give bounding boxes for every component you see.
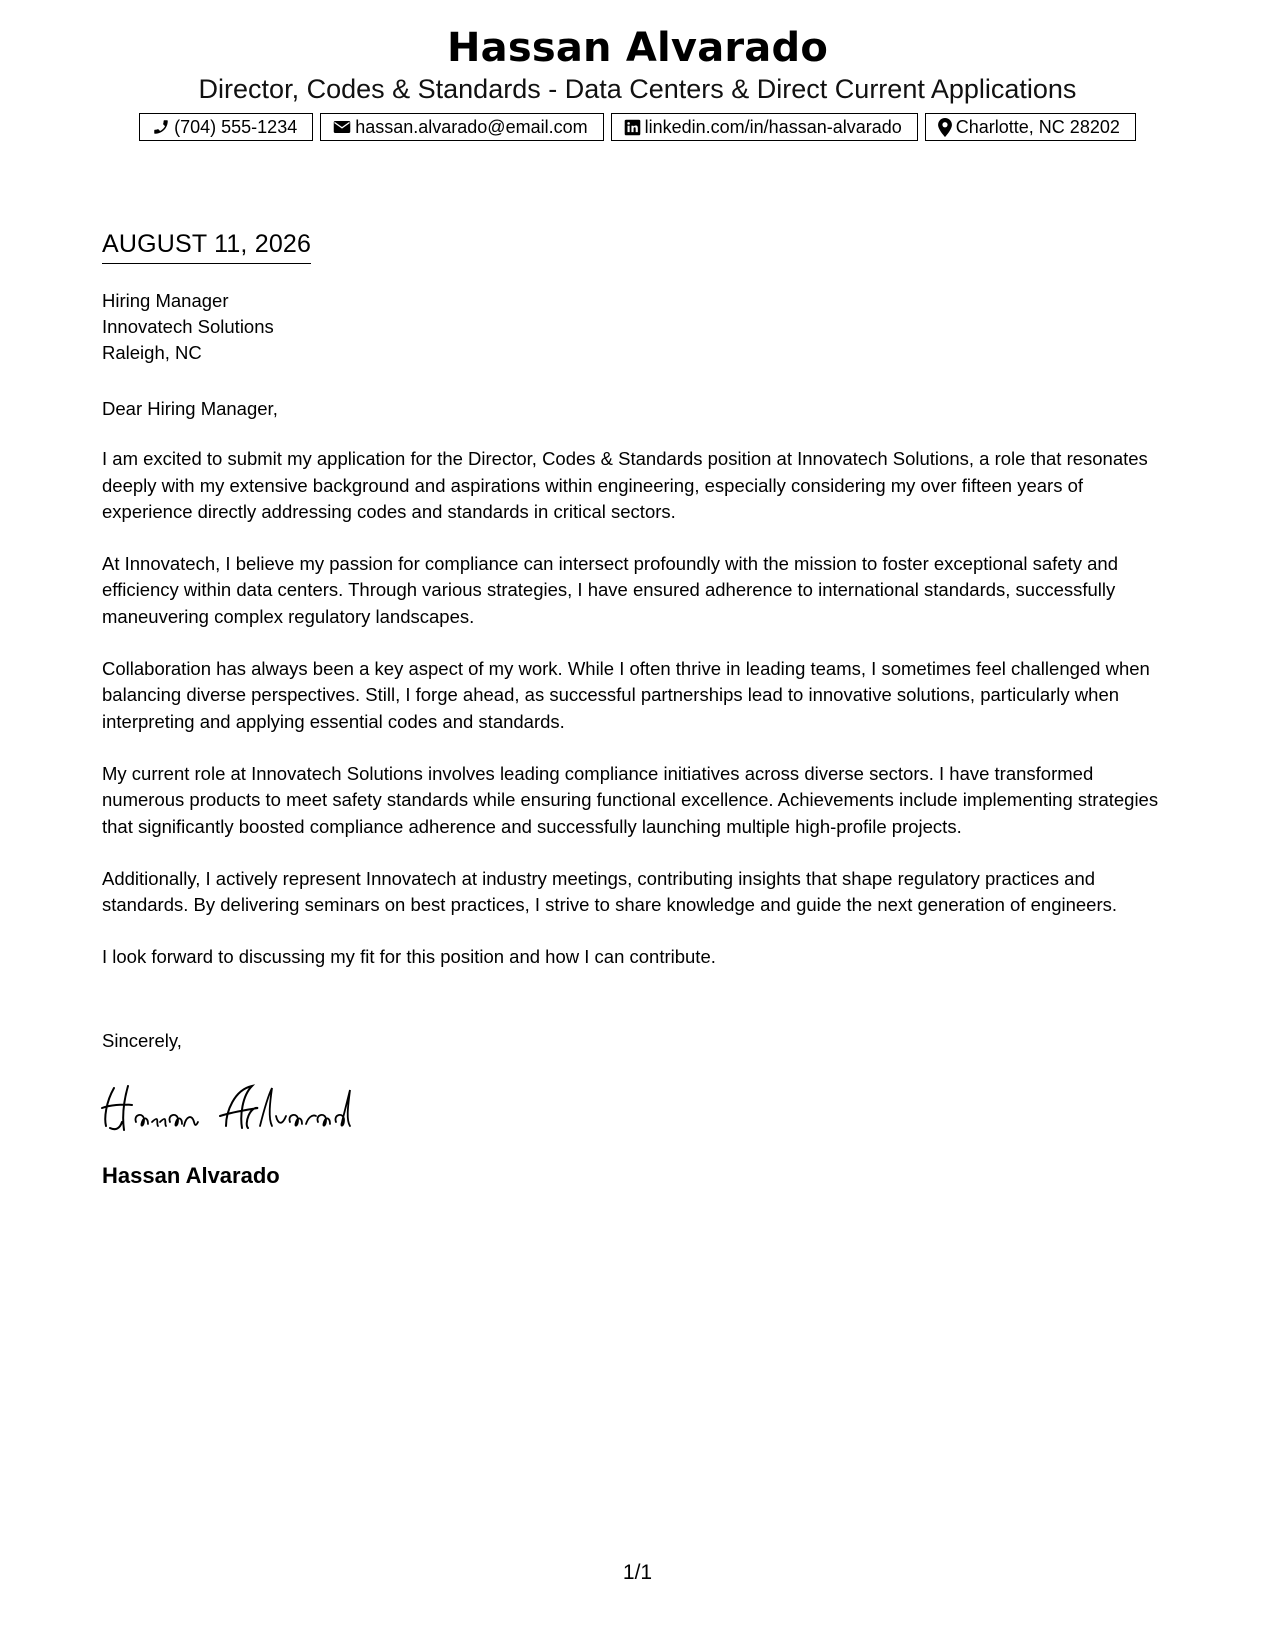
recipient-location: Raleigh, NC bbox=[102, 342, 202, 363]
letter-header bbox=[0, 24, 1275, 106]
closing-salutation: Sincerely, bbox=[102, 1030, 182, 1051]
applicant-name: Hassan Alvarado bbox=[446, 25, 829, 71]
contact-phone-text: (704) 555-1234 bbox=[174, 116, 298, 137]
contact-linkedin[interactable] bbox=[611, 113, 918, 141]
paragraph-passion: At Innovatech, I believe my passion for compliance can intersect profoundly with the mission to foster exceptional safety and efficiency within data centers. Through various strategies, I have ensured adherence to international standards, successfully maneuvering complex regulatory landscapes. bbox=[102, 553, 1118, 627]
paragraph-collaboration: Collaboration has always been a key aspect of my work. While I often thrive in leading teams, I sometimes feel challenged when balancing diverse perspectives. Still, I forge ahead, as successful partnerships lead to innovative solutions, particularly when interpreting and applying essential codes and standards. bbox=[102, 658, 1150, 732]
recipient-company: Innovatech Solutions bbox=[102, 316, 274, 337]
letter-date: AUGUST 11, 2026 bbox=[102, 229, 311, 264]
applicant-title: Director, Codes & Standards - Data Centers & Direct Current Applications bbox=[198, 74, 1077, 104]
contact-location-text: Charlotte, NC 28202 bbox=[955, 116, 1120, 137]
recipient-block bbox=[102, 288, 274, 366]
map-pin-icon bbox=[938, 118, 952, 137]
envelope-icon bbox=[333, 119, 351, 135]
paragraph-industry: Additionally, I actively represent Innovatech at industry meetings, contributing insights that shape regulatory practices and standards. By delivering seminars on best practices, I strive to share knowledge and guide the next generation of engineers. bbox=[102, 867, 1118, 916]
letter-body bbox=[102, 396, 1177, 997]
paragraph-intro: I am excited to submit my application for the Director, Codes & Standards position at Innovatech Solutions, a role that resonates deeply with my extensive background and aspirations within engineering, especially considering my over fifteen years of experience directly addressing codes and standards in critical sectors. bbox=[102, 448, 1148, 522]
signed-name: Hassan Alvarado bbox=[102, 1163, 280, 1188]
contact-location[interactable] bbox=[925, 113, 1136, 141]
page-number: 1/1 bbox=[622, 1561, 653, 1584]
contact-bar bbox=[0, 113, 1275, 141]
contact-email-text: hassan.alvarado@email.com bbox=[355, 116, 588, 137]
linkedin-icon bbox=[624, 119, 641, 136]
phone-icon bbox=[152, 118, 170, 136]
handwritten-signature bbox=[100, 1078, 370, 1136]
recipient-line: Hiring Manager bbox=[102, 290, 229, 311]
paragraph-closing: I look forward to discussing my fit for this position and how I can contribute. bbox=[102, 946, 716, 968]
contact-linkedin-text: linkedin.com/in/hassan-alvarado bbox=[644, 116, 902, 137]
salutation: Dear Hiring Manager, bbox=[102, 398, 278, 419]
paragraph-current-role: My current role at Innovatech Solutions involves leading compliance initiatives across diverse sectors. I have transformed numerous products to meet safety standards while ensuring functional excellence. Achievements include implementing strategies that significantly boosted compliance adherence and successfully launching multiple high-profile projects. bbox=[102, 762, 1159, 837]
contact-phone[interactable] bbox=[139, 113, 313, 141]
contact-email[interactable] bbox=[320, 113, 603, 141]
